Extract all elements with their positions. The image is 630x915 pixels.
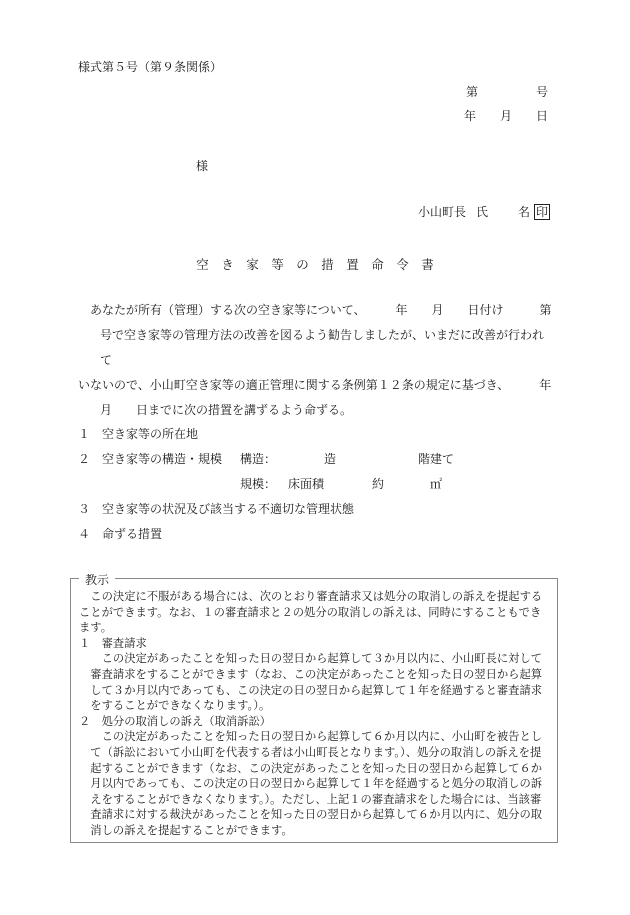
body-line-2: 号で空き家等の管理方法の改善を図るよう勧告しましたが、いまだに改善が行われて [100, 328, 545, 367]
issuer-name-label-1: 氏 [475, 205, 488, 219]
order-body [78, 298, 552, 423]
notice-section-1-text: この決定があったことを知った日の翌日から起算して３か月以内に、小山町長に対して審査請求をすることができます（なお、この決定があったことを知った日の翌日から起算して３か月以内であっても、この決定の日の翌日から起算して１年を経過すると審査請求をすることができなくなります。）。 [90, 652, 543, 713]
structure-line [240, 450, 276, 467]
item-4-number: ４ [78, 527, 91, 541]
date-month-label: 月 [499, 109, 512, 123]
item-1 [78, 425, 198, 442]
form-number: 様式第５号（第９条関係） [78, 60, 223, 74]
notice-content [79, 589, 551, 839]
body-line-1: あなたが所有（管理）する次の空き家等について、 年 月 日付け 第 [90, 303, 552, 317]
number-suffix: 号 [535, 85, 548, 99]
issuer-title: 小山町長 [417, 205, 466, 219]
item-2-number: ２ [78, 452, 91, 466]
item-2 [78, 450, 222, 467]
notice-section-2-text: この決定があったことを知った日の翌日から起算して６か月以内に、小山町を被告として（訴訟において小山町を代表する者は小山町長となります。）、処分の取消しの訴えを提起することができます（なお、この決定があったことを知った日の翌日から起算して６か月以内であっても、この決定の日の翌日から起算して１年を経過すると処分の取消しの訴えをすることができなくなります。）。ただし、上記１の審査請求をした場合には、当該審査請求に対する裁決があったことを知った日の翌日から起算して６か月以内に、処分の取消しの訴えを提起することができます。 [90, 730, 543, 837]
item-3-number: ３ [78, 502, 91, 516]
document-number-row [466, 83, 548, 100]
issue-date-row [464, 107, 548, 124]
item-3 [78, 500, 354, 517]
seal-mark: 印 [535, 205, 548, 219]
notice-section-1-heading: １ 審査請求 [79, 636, 147, 650]
number-prefix: 第 [465, 85, 478, 99]
document-title: 空 き 家 等 の 措 置 命 令 書 [196, 257, 434, 272]
issuer-line [418, 203, 550, 220]
structure-label: 構造： [240, 452, 277, 466]
notice-section-2-heading: ２ 処分の取消しの訴え（取消訴訟） [79, 714, 272, 728]
date-day-label: 日 [535, 109, 548, 123]
date-year-label: 年 [463, 109, 476, 123]
body-line-4: 月 日までに次の措置を講ずるよう命ずる。 [100, 403, 353, 417]
appeal-notice-box [70, 573, 558, 843]
area-unit: ㎡ [430, 477, 443, 491]
item-4 [78, 525, 162, 542]
floor-area-label: 床面積 [288, 477, 325, 491]
item-3-label: 空き家等の状況及び該当する不適切な管理状態 [102, 502, 355, 516]
item-1-number: １ [78, 427, 91, 441]
floors-suffix: 階建て [418, 452, 455, 466]
approx-label: 約 [372, 477, 385, 491]
item-4-label: 命ずる措置 [102, 527, 163, 541]
body-line-3: いないので、小山町空き家等の適正管理に関する条例第１２条の規定に基づき、 年 [78, 378, 552, 392]
scale-label: 規模： [240, 477, 277, 491]
notice-intro: この決定に不服がある場合には、次のとおり審査請求又は処分の取消しの訴えを提起することができます。なお、１の審査請求と２の処分の取消しの訴えは、同時にすることもできます。 [79, 590, 543, 635]
issuer-name-label-2: 名 [517, 205, 530, 219]
item-2-label: 空き家等の構造・規模 [102, 452, 223, 466]
structure-suffix: 造 [324, 452, 337, 466]
notice-label: 教示 [79, 571, 115, 588]
addressee-honorific: 様 [196, 159, 209, 173]
item-1-label: 空き家等の所在地 [102, 427, 199, 441]
